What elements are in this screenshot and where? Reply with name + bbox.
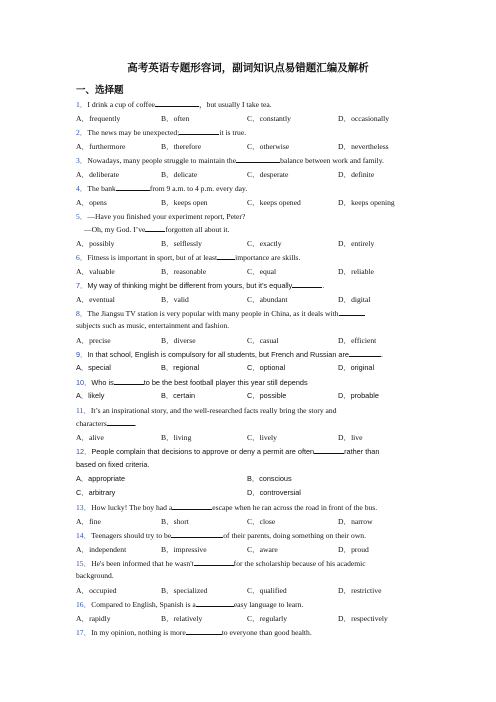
question-12-line2: based on fixed criteria. [76, 460, 150, 469]
option-b[interactable]: B．diverse [161, 336, 196, 345]
options-2 [76, 141, 436, 151]
question-15: 15．He's been informed that he wasn't for the scholarship because of his academic [76, 559, 366, 568]
options-5 [76, 238, 436, 248]
options-11 [76, 432, 436, 442]
option-d[interactable]: D．respectively [338, 614, 388, 623]
option-a[interactable]: A．fine [76, 517, 101, 526]
option-b[interactable]: B．therefore [161, 142, 202, 151]
option-c[interactable]: C．abundant [247, 295, 288, 304]
option-c[interactable]: C．optional [247, 363, 286, 372]
option-a[interactable]: A．valuable [76, 267, 115, 276]
option-a[interactable]: A．precise [76, 336, 111, 345]
question-13: 13．How lucky! The boy had a escape when he ran across the road in front of the bus. [76, 503, 378, 512]
options-1 [76, 113, 436, 123]
option-d[interactable]: D．keeps opening [338, 198, 395, 207]
options-12 [76, 474, 436, 484]
option-d[interactable]: D．reliable [338, 267, 374, 276]
option-b[interactable]: B．valid [161, 295, 189, 304]
option-a[interactable]: A．opens [76, 198, 107, 207]
question-2: 2．The news may be unexpected; it is true. [76, 128, 247, 137]
question-1: 1．I drink a cup of coffee ，but usually I take tea. [76, 100, 272, 109]
option-d[interactable]: D．controversial [247, 488, 301, 497]
question-17: 17．In my opinion, nothing is more to everyone than good health. [76, 628, 312, 637]
option-d[interactable]: D．probable [338, 391, 379, 400]
option-d[interactable]: D．original [338, 363, 375, 372]
option-c[interactable]: C．casual [247, 336, 279, 345]
option-b[interactable]: B．reasonable [161, 267, 207, 276]
option-d[interactable]: D．live [338, 433, 363, 442]
option-c[interactable]: C．keeps opened [247, 198, 301, 207]
question-9: 9．In that school, English is compulsory for all students, but French and Russian are . [76, 350, 383, 359]
options-4 [76, 197, 436, 207]
question-8: 8．The Jiangsu TV station is very popular with many people in China, as it deals with [76, 308, 365, 319]
question-6: 6．Fitness is important in sport, but of at least importance are skills. [76, 253, 301, 262]
option-c[interactable]: C．arbitrary [76, 488, 116, 497]
option-b[interactable]: B．keeps open [161, 198, 208, 207]
option-d[interactable]: D．definite [338, 170, 375, 179]
options-12-row2 [76, 488, 436, 498]
option-a[interactable]: A．deliberate [76, 170, 120, 179]
question-7: 7．My way of thinking might be different from yours, but it’s equally . [76, 281, 325, 290]
option-c[interactable]: C．regularly [247, 614, 288, 623]
option-a[interactable]: A．possibly [76, 239, 115, 248]
option-c[interactable]: C．constantly [247, 114, 291, 123]
question-8-line2: subjects such as music, entertainment and fashion. [76, 321, 230, 330]
option-d[interactable]: D．digital [338, 295, 371, 304]
option-b[interactable]: B．impressive [161, 545, 207, 554]
option-c[interactable]: C．qualified [247, 586, 287, 595]
option-b[interactable]: B．conscious [247, 474, 292, 483]
question-12: 12．People complain that decisions to approve or deny a permit are often rather than [76, 447, 380, 456]
option-d[interactable]: D．nevertheless [338, 142, 389, 151]
option-b[interactable]: B．delicate [161, 170, 198, 179]
option-c[interactable]: C．possible [247, 391, 287, 400]
option-a[interactable]: A．eventual [76, 295, 115, 304]
option-d[interactable]: D．restrictive [338, 586, 382, 595]
section-heading: 一、选择题 [76, 85, 124, 96]
option-b[interactable]: B．often [161, 114, 190, 123]
option-a[interactable]: A．appropriate [76, 474, 126, 483]
option-d[interactable]: D．occasionally [338, 114, 390, 123]
question-15-line2: background. [76, 571, 114, 580]
option-c[interactable]: C．exactly [247, 239, 282, 248]
option-c[interactable]: C．otherwise [247, 142, 290, 151]
question-3: 3．Nowadays, many people struggle to maintain the balance between work and family. [76, 156, 384, 165]
options-6 [76, 266, 436, 276]
option-a[interactable]: A．rapidly [76, 614, 111, 623]
options-7 [76, 294, 436, 304]
option-b[interactable]: B．relatively [161, 614, 203, 623]
options-3 [76, 169, 436, 179]
option-a[interactable]: A．alive [76, 433, 104, 442]
question-5: 5．—Have you finished your experiment report, Peter? [76, 212, 246, 221]
option-c[interactable]: C．desperate [247, 170, 289, 179]
question-5-line2: —Oh, my God. I’ve forgotten all about it. [84, 225, 230, 234]
option-d[interactable]: D．proud [338, 545, 369, 554]
question-10: 10．Who is to be the best football player this year still depends [76, 378, 308, 387]
option-a[interactable]: A．likely [76, 391, 105, 400]
option-d[interactable]: D．narrow [338, 517, 373, 526]
question-11-line2: characters . [76, 419, 137, 428]
options-16 [76, 613, 436, 623]
option-b[interactable]: B．short [161, 517, 189, 526]
option-b[interactable]: B．specialized [161, 586, 208, 595]
options-9 [76, 363, 436, 373]
option-b[interactable]: B．selflessly [161, 239, 202, 248]
option-b[interactable]: B．certain [161, 391, 196, 400]
options-14 [76, 544, 436, 554]
options-8 [76, 335, 436, 345]
option-a[interactable]: A．frequently [76, 114, 121, 123]
option-d[interactable]: D．entirely [338, 239, 375, 248]
option-c[interactable]: C．equal [247, 267, 277, 276]
question-16: 16．Compared to English, Spanish is a easy language to learn. [76, 600, 304, 609]
option-c[interactable]: C．close [247, 517, 276, 526]
option-d[interactable]: D．efficient [338, 336, 377, 345]
options-15 [76, 585, 436, 595]
option-c[interactable]: C．aware [247, 545, 278, 554]
question-11: 11．It’s an inspirational story, and the well-researched facts really bring the story and [76, 406, 337, 415]
option-a[interactable]: A．independent [76, 545, 127, 554]
options-13 [76, 516, 436, 526]
option-c[interactable]: C．lively [247, 433, 277, 442]
option-a[interactable]: A．special [76, 363, 111, 372]
option-a[interactable]: A．furthermore [76, 142, 126, 151]
page-title: 高考英语专题形容词，副词知识点易错题汇编及解析 [127, 62, 369, 74]
options-10 [76, 391, 436, 401]
option-b[interactable]: B．living [161, 433, 192, 442]
question-14: 14．Teenagers should try to be of their parents, doing something on their own. [76, 531, 366, 540]
question-4: 4．The bank from 9 a.m. to 4 p.m. every day. [76, 184, 248, 193]
option-b[interactable]: B．regional [161, 363, 200, 372]
option-a[interactable]: A．occupied [76, 586, 117, 595]
